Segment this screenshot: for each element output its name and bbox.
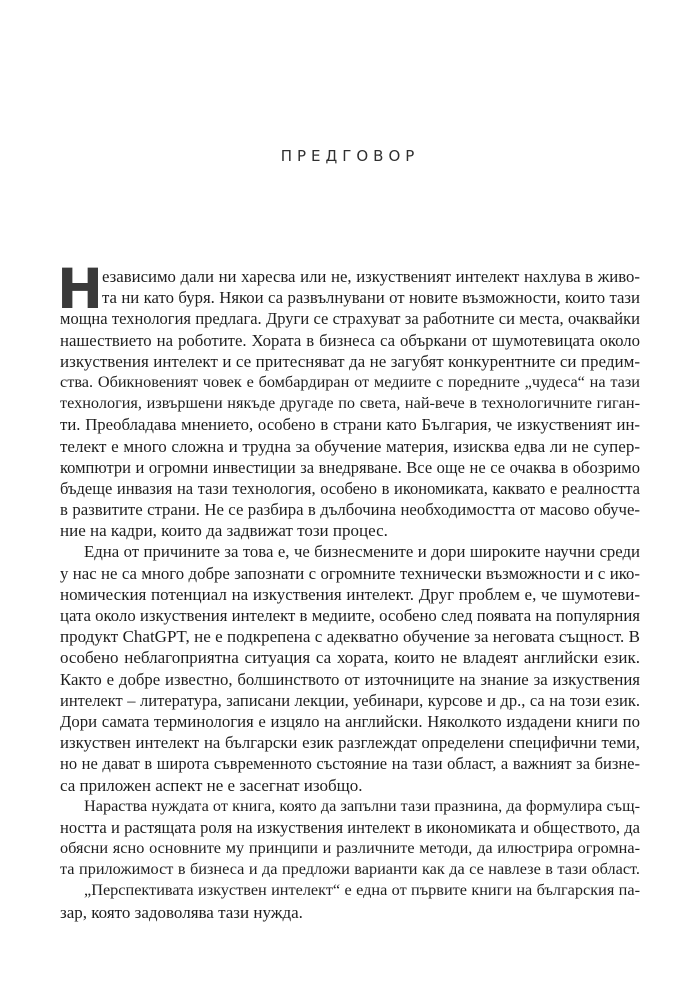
text-line: „Перспективата изкуствен интелект“ е една от първите книги на българския па- [84,881,640,900]
text-line: интелект – литература, записани лекции, уебинари, курсове и др., са на този език. [60,690,640,710]
text-line: продукт ChatGPT, не е подкрепена с адекватно обучение за неговата същност. В [60,627,640,647]
page-title: ПРЕДГОВОР [280,147,420,165]
text-line: номическия потенциал на изкуствения интелект. Друг проблем е, че шумотеви- [60,584,640,604]
text-line: са приложен аспект не е засегнат изобщо. [60,775,363,795]
text-line: та приложимост в бизнеса и да предложи варианти как да се навлезе в тази област. [60,860,640,879]
text-line: та ни като буря. Някои са развълнувани от новите възможности, които тази [102,288,640,308]
text-line: ти. Преобладава мнението, особено в страни като България, че изкуственият ин- [60,415,640,435]
text-line: особено неблагоприятна ситуация са хората, които не владеят английски език. [60,648,640,668]
text-line: цата около изкуствения интелект в медиите, особено след появата на популярния [60,606,640,625]
text-line: изкуствен интелект на български език разглеждат определени специфични теми, [60,733,640,753]
text-line: у нас не са много добре запознати с огромните технически възможности и с ико- [60,563,640,583]
text-line: мощна технология предлага. Други се страхуват за работните си места, очаквайки [60,309,640,329]
text-line: Дори самата терминология е изцяло на английски. Няколкото издадени книги по [60,711,640,731]
text-line: зар, която задоволява тази нужда. [60,902,303,922]
text-line: ността и растящата роля на изкуствения интелект в икономиката и обществото, да [60,817,640,837]
text-line: Една от причините за това е, че бизнесмените и дори широките научни среди [84,542,640,562]
text-line: Нараства нуждата от книга, която да запълни тази празнина, да формулира същ- [84,796,640,815]
text-line: обясни ясно основните му принципи и различните методи, да илюстрира огромна- [60,839,640,858]
text-line: но не дават в широта съвременното състояние на тази област, а важният за бизне- [60,754,640,774]
text-line: езависимо дали ни харесва или не, изкуственият интелект нахлува в живо- [102,267,640,286]
text-line: телект е много сложна и трудна за обучение материя, изисква едва ли не супер- [60,436,640,456]
text-line: Както е добре известно, болшинството от източниците на знание за изкуствения [60,669,640,689]
drop-cap: Н [56,257,104,321]
text-line: бъдеще инвазия на тази технология, особено в икономиката, каквато е реалността [60,478,640,498]
preface-body [56,257,640,923]
text-line: изкуствения интелект и се притесняват да не загубят конкурентните си предим- [60,351,640,371]
text-line: ние на кадри, които да задвижат този процес. [60,521,388,541]
text-line: нашествието на роботите. Хората в бизнеса са объркани от шумотевицата около [60,330,640,350]
text-line: в развитите страни. Не се разбира в дълбочина необходимостта от масово обуче- [60,500,640,520]
text-line: технология, извършени някъде другаде по света, най-вече в технологичните гиган- [60,394,640,413]
text-line: компютри и огромни инвестиции за внедряване. Все още не се очаква в обозримо [60,457,640,477]
text-line: ства. Обикновеният човек е бомбардиран от медиите с поредните „чудеса“ на тази [60,372,640,391]
